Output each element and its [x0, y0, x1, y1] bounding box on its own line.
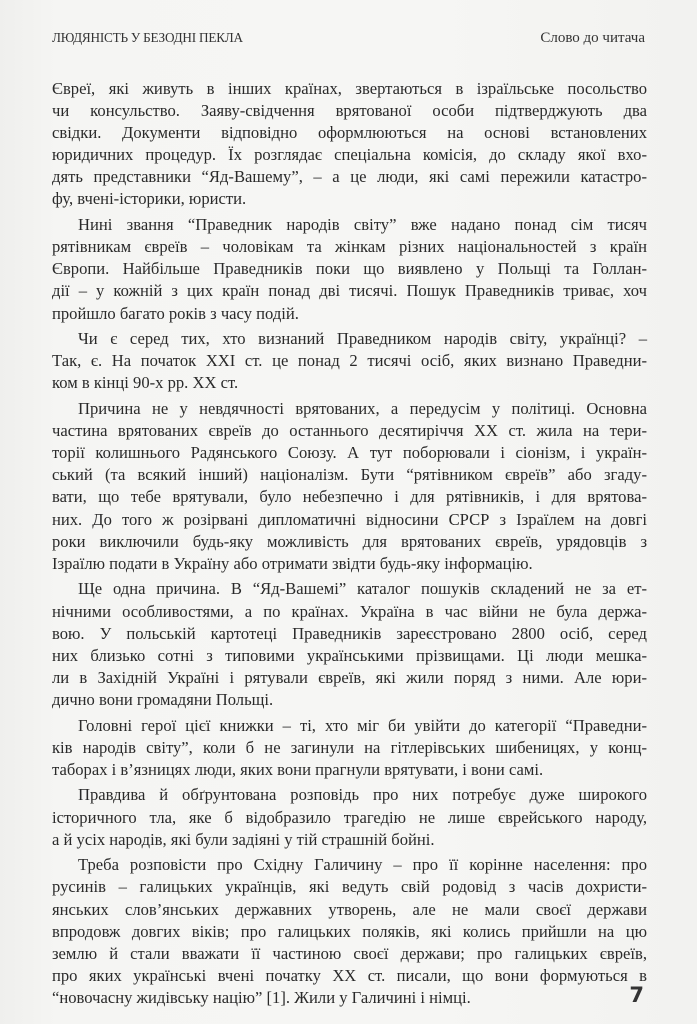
text-line: роки виключили будь-яку можливість для врятованих євреїв, урядовців з — [52, 531, 647, 551]
text-line: дії – у кожній з цих країн понад дві тисячі. Пошук Праведників триває, хоч — [52, 281, 647, 301]
text-line: історичного тла, яке б відобразило трагедію не лише єврейського народу, — [52, 807, 647, 827]
text-line: ський (та всякий інший) націоналізм. Бути “рятівником євреїв” або згаду- — [52, 465, 647, 485]
text-line: Нині звання “Праведник народів світу” вже надано понад сім тисяч — [78, 215, 647, 235]
text-line: частина врятованих євреїв до останнього десятиріччя XX ст. жила на тери- — [52, 421, 647, 441]
text-line: Головні герої цієї книжки – ті, хто міг би увійти до категорії “Праведни- — [78, 715, 647, 735]
text-line: землю й стали вважати її частиною своєї держави; про галицьких євреїв, — [52, 943, 647, 963]
paragraph — [52, 78, 647, 211]
text-line: ком в кінці 90-х рр. XX ст. — [52, 373, 239, 393]
text-line: Євреї, які живуть в інших країнах, звертаються в ізраїльське посольство — [52, 79, 647, 98]
paragraph — [52, 214, 647, 324]
running-head — [52, 30, 645, 50]
text-line: них. До того ж розірвані дипломатичні відносини СРСР з Ізраїлем на довгі — [52, 509, 647, 529]
text-line: Причина не у невдячності врятованих, а передусім у політиці. Основна — [78, 399, 647, 419]
paragraph — [52, 715, 647, 781]
text-line: чи консульство. Заяву-свідчення врятованої особи підтверджують два — [52, 101, 647, 121]
text-line: дять представники “Яд-Вашему”, – а це люди, які самі пережили катастро- — [52, 167, 647, 187]
text-line: торії колишнього Радянського Союзу. А тут поборювали і сіонізм, і україн- — [52, 443, 647, 463]
text-line: впродовж довгих віків; про галицьких поляків, які колись прийшли на цю — [52, 921, 647, 941]
text-line: рятівникам євреїв – чоловікам та жінкам різних національностей з країн — [52, 237, 647, 257]
text-line: Треба розповісти про Східну Галичину – про її корінне населення: про — [78, 855, 647, 875]
text-line: русинів – галицьких українців, які ведуть свій родовід з часів дохристи- — [52, 877, 647, 897]
text-line: юридичних процедур. Їх розглядає спеціальна комісія, до складу якої вхо- — [52, 145, 647, 165]
text-line: Ізраїлю подати в Україну або отримати звідти будь-яку інформацію. — [52, 553, 533, 573]
text-line: таборах і в’язницях люди, яких вони прагнули врятувати, і вони самі. — [52, 759, 544, 779]
text-line: ків народів світу”, коли б не загинули на гітлерівських шибеницях, у конц- — [52, 737, 647, 757]
text-line: янських слов’янських державних утворень, але не мали своєї держави — [52, 899, 647, 919]
text-line: свідки. Документи відповідно оформлюються на основі встановлених — [52, 123, 647, 143]
running-head-section-title: Слово до читача — [540, 30, 645, 46]
paragraph — [52, 854, 647, 1009]
text-line: фу, вчені-історики, юристи. — [52, 189, 247, 209]
text-line: “новочасну жидівську націю” [1]. Жили у Галичині і німці. — [52, 987, 471, 1007]
paragraph — [52, 784, 647, 850]
text-line: про яких українські вчені початку XX ст. писали, що вони формуються в — [52, 965, 647, 985]
text-line: ли в Західній Україні і рятували євреїв, які жили поряд з ними. Але юри- — [52, 667, 647, 687]
text-line: вати, що тебе врятували, було небезпечно і для рятівників, і для врятова- — [52, 487, 647, 507]
text-line: вою. У польській картотеці Праведників зареєстровано 2800 осіб, серед — [52, 623, 647, 643]
text-line: Чи є серед тих, хто визнаний Праведником народів світу, українці? – — [78, 329, 647, 349]
page-number: 7 — [629, 983, 644, 1007]
running-head-book-title: ЛЮДЯНІСТЬ У БЕЗОДНІ ПЕКЛА — [52, 30, 243, 45]
text-line: дично вони громадяни Польщі. — [52, 689, 274, 709]
text-line: Правдива й обґрунтована розповідь про них потребує дуже широкого — [78, 785, 647, 805]
text-line: пройшло багато років з часу подій. — [52, 303, 299, 323]
text-line: Європи. Найбільше Праведників поки що виявлено у Польщі та Голлан- — [52, 259, 647, 279]
text-line: Ще одна причина. В “Яд-Вашемі” каталог пошуків складений не за ет- — [78, 579, 647, 599]
text-line: Так, є. На початок XXI ст. це понад 2 тисячі осіб, яких визнано Праведни- — [52, 351, 647, 371]
paragraph — [52, 578, 647, 711]
text-line: а й усіх народів, які були задіяні у тій страшній бойні. — [52, 829, 435, 849]
paragraph — [52, 328, 647, 394]
text-line: нічними особливостями, а по країнах. Україна в час війни не була держа- — [52, 601, 647, 621]
paragraph — [52, 398, 647, 575]
text-line: них близько сотні з типовими українськими прізвищами. Ці люди мешка- — [52, 645, 647, 665]
body-text — [52, 78, 647, 1009]
